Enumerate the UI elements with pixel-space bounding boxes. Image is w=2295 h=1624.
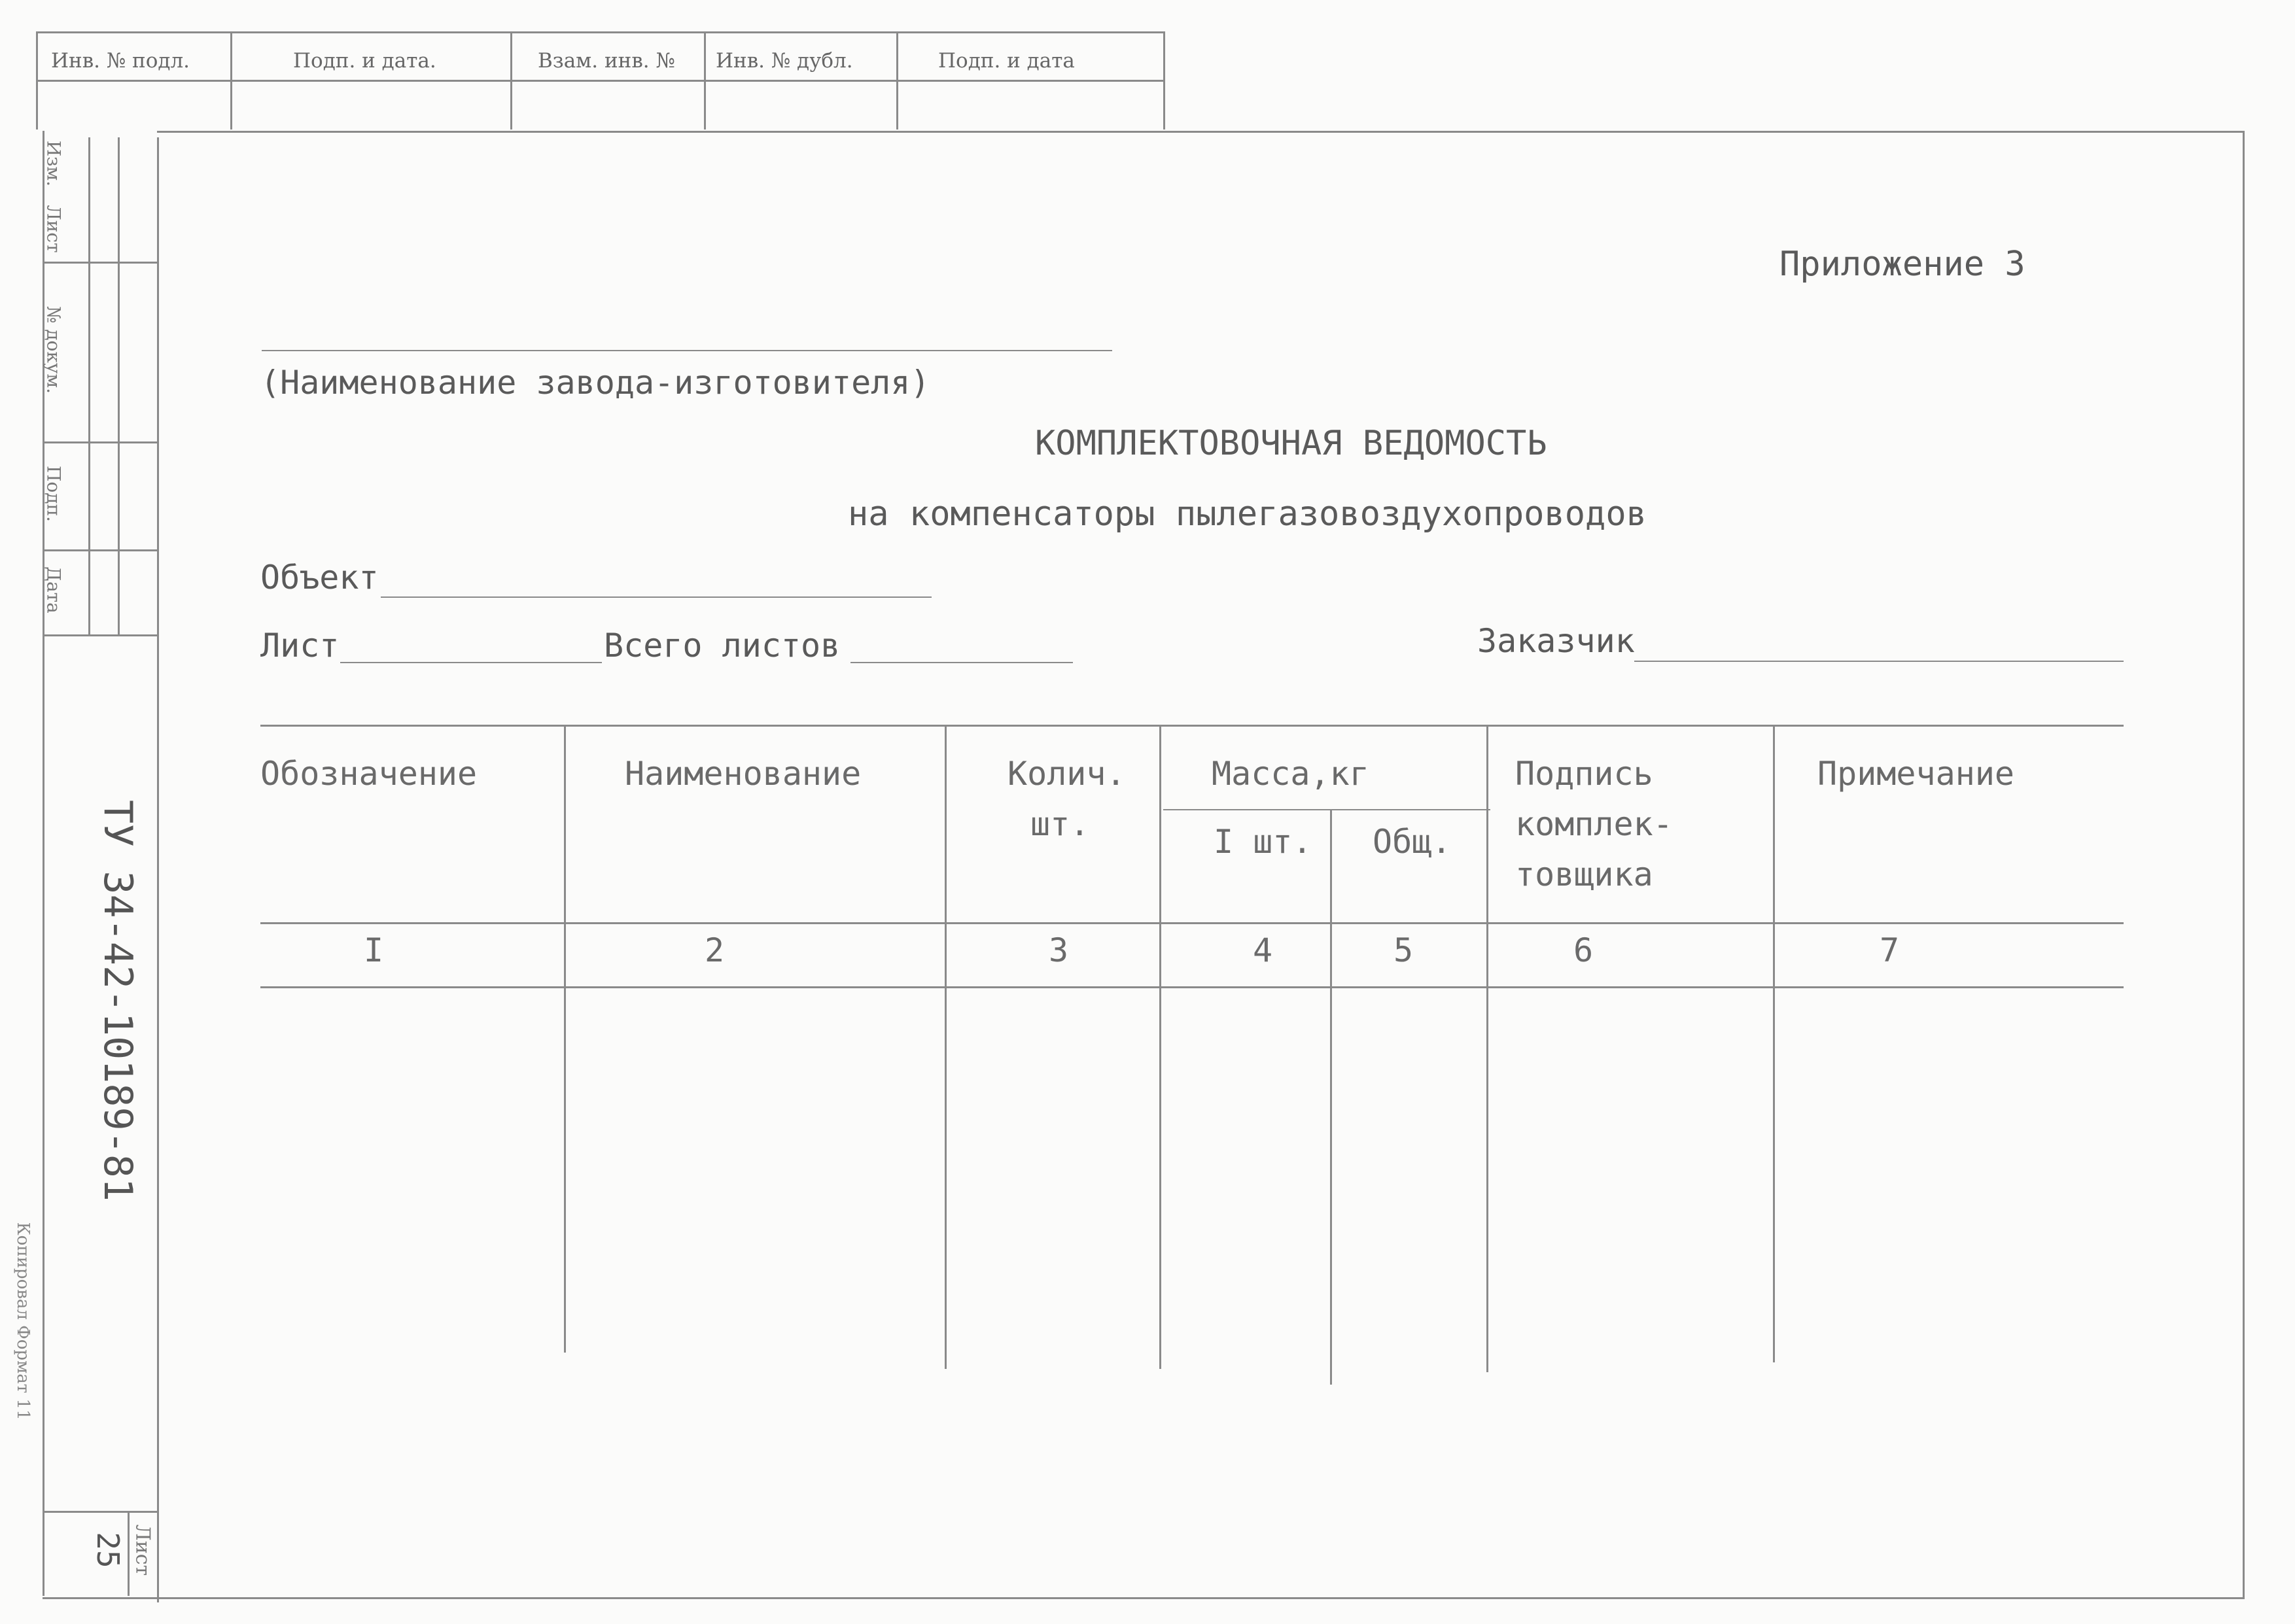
col-header-designation: Обозначение xyxy=(260,755,478,793)
sheet-field-label: Лист xyxy=(260,627,340,665)
side-label-podp: Подп. xyxy=(43,465,65,523)
col-header-mass-one: I шт. xyxy=(1214,823,1312,861)
stamp-cell-podp-data: Подп. и дата. xyxy=(293,49,436,73)
total-sheets-label: Всего листов xyxy=(604,627,841,665)
col-number-3: 3 xyxy=(1049,931,1069,969)
object-label: Объект xyxy=(260,559,379,596)
page-title: КОМПЛЕКТОВОЧНАЯ ВЕДОМОСТЬ xyxy=(1035,424,1547,463)
side-label-dokum: № докум. xyxy=(43,305,65,394)
col-header-qty-unit: шт. xyxy=(1030,805,1090,843)
col-header-signature-3: товщика xyxy=(1515,855,1653,893)
sheet-label: Лист xyxy=(131,1524,154,1576)
col-number-5: 5 xyxy=(1393,931,1414,969)
page-subtitle: на компенсаторы пылегазовоздухопроводов xyxy=(848,494,1647,534)
col-number-1: I xyxy=(364,931,384,969)
document-code: ТУ 34-42-10189-81 xyxy=(95,799,141,1202)
col-header-signature-2: комплек- xyxy=(1515,805,1673,843)
col-header-name: Наименование xyxy=(625,755,862,793)
col-number-7: 7 xyxy=(1880,931,1900,969)
col-number-6: 6 xyxy=(1573,931,1594,969)
customer-label: Заказчик xyxy=(1477,622,1635,660)
col-number-4: 4 xyxy=(1253,931,1273,969)
side-label-data: Дата xyxy=(43,566,65,613)
side-label-izm: Изм. xyxy=(43,140,65,187)
col-header-mass: Масса,кг xyxy=(1212,755,1369,793)
col-number-2: 2 xyxy=(705,931,725,969)
col-header-signature: Подпись xyxy=(1515,755,1653,793)
stamp-cell-inv-podl: Инв. № подл. xyxy=(51,49,190,73)
stamp-cell-vzam-inv: Взам. инв. № xyxy=(538,49,675,73)
margin-note: Копировал Формат 11 xyxy=(13,1222,33,1421)
stamp-cell-inv-dubl: Инв. № дубл. xyxy=(716,49,853,73)
col-header-mass-total: Общ. xyxy=(1373,823,1452,861)
appendix-label: Приложение 3 xyxy=(1779,245,2025,284)
stamp-cell-podp-data-2: Подп. и дата xyxy=(938,49,1075,73)
col-header-note: Примечание xyxy=(1817,755,2015,793)
col-header-qty: Колич. xyxy=(1007,755,1126,793)
manufacturer-placeholder: (Наименование завода-изготовителя) xyxy=(260,364,930,402)
side-label-list: Лист xyxy=(43,205,65,253)
sheet-number: 25 xyxy=(90,1532,126,1568)
